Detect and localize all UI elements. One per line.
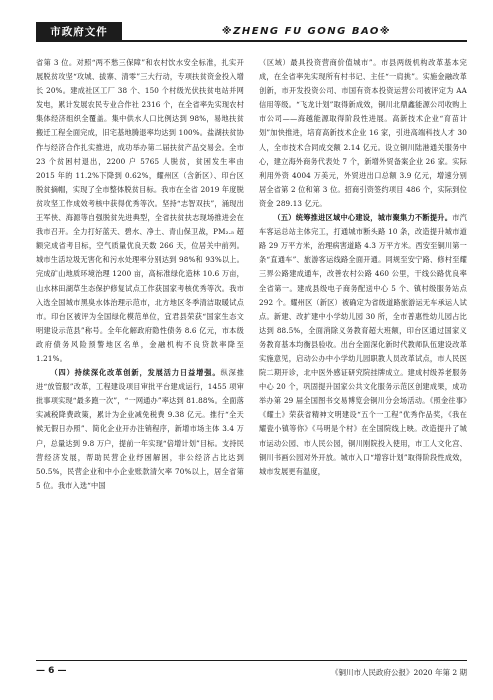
footer-rule bbox=[36, 660, 467, 661]
section-tag: 市政府文件 bbox=[36, 22, 122, 42]
article-body bbox=[36, 56, 467, 648]
publication-brand: ※ZHENG FU GONG BAO※ bbox=[221, 26, 392, 37]
page-footer bbox=[36, 660, 467, 680]
left-column bbox=[36, 56, 244, 648]
section-subhead: （五）统筹推进区域中心建设，城市聚集力不断提升。 bbox=[273, 213, 453, 223]
publication-issue: 《铜川市人民政府公报》2020 年第 2 期 bbox=[330, 668, 467, 677]
left-paragraph-1: 省第 3 位。对照“两不愁三保障”和农村饮水安全标准，扎实开展脱贫攻坚“攻城、拔寨、清零”三大行动，专项扶贫资金投入增长 20%。建成社区工厂 38 个、150 个村级光伏扶贫电站并网发电，累计发展农民专业合作社 2316 个，在全省率先实现农村集体经济组织全覆盖。集中供水人口比例达到 98%，易地扶贫搬迁工程全面完成，旧宅基地腾退率均达到 100%。盐湖扶贫协作与经济合作扎实推进，成功举办第二届扶贫产品交易会。全市 23 个贫困村退出，2200 户 5765 人脱贫，贫困发生率由 2015 年的 11.2%下降到 0.62%，耀州区（含新区）、印台区脱贫摘帽，实现了全市整体脱贫目标。我市在全省 2019 年度脱贫攻坚工作成效考核中获得优秀等次。坚持“志智双扶”，涌现出王军侠、海源等自强脱贫先进典型，全省扶贫扶志现场推进会在我市召开。全力打好蓝天、碧水、净土、青山保卫战，PM₂.₅ 超额完成省考目标，空气质量优良天数 266 天，位居关中前列。城市生活垃圾无害化和污水处理率分别达到 98%和 93%以上。完成矿山地质环境治理 1200 亩，高标准绿化造林 10.6 万亩，山水林田湖草生态保护修复试点工作获国家考核优秀等次。我市入选全国城市黑臭水体治理示范市，北方地区冬季清洁取暖试点市。印台区被评为全国绿化模范单位，宜君县荣获“国家生态文明建设示范县”称号。全年化解政府隐性债务 8.6 亿元，市本级政府债务风险预警地区名单，金融机构不良贷款率降至 1.21%。 bbox=[36, 58, 244, 363]
section-subhead: （四）持续深化改革创新，发展活力日益增强。 bbox=[50, 368, 221, 378]
page-number: — 6 — bbox=[36, 666, 67, 676]
right-paragraph-1: （区域）最具投资营商价值城市”。市县两级机构改革基本完成，在全省率先实现所有村书记、主任“一肩挑”。实施金融改革创新，市开发投资公司、市国有资本投资运营公司被评定为 AA 信用等级。“飞龙计划”取得新成效，铜川北鼎鑫能源公司收购上市公司——海越能源取得阶段性进展。高新技术企业“育苗计划”加快推进，培育高新技术企业 16 家，引进高端科技人才 30 人，全市技术合同成交额 2.14 亿元。设立铜川陆港通关服务中心，建立海外商务代表处 7 个，新增外贸备案企业 26 家。实际利用外资 4004 万美元，外贸进出口总额 3.9 亿元，增速分别居全省第 2 位和第 3 位。招商引资签约项目 486 个，实际到位资金 289.13 亿元。 bbox=[259, 58, 467, 208]
right-paragraph-2: （五）统筹推进区域中心建设，城市聚集力不断提升。市汽车客运总站主体完工，打通城市断头路 10 条，改造提升城市道路 29 万平方米，治理病害道路 4.3 万平方米。西安至铜川第一条“直通车”、旅游客运线路全面开通。同规至安宁路、修村至耀三界公路建成通车，改善农村公路 460 公里，干线公路优良率全省第一。建成县级电子商务配送中心 5 个、镇村级服务站点 292 个。耀州区（新区）被确定为省级道路旅游运无车承运人试点。新建、改扩建中小学幼儿园 30 所，全市普惠性幼儿园占比达到 88.5%，全面消除义务教育超大班额，印台区通过国家义务教育基本均衡县验收。出台全面深化新时代教师队伍建设改革实施意见，启动公办中小学幼儿园职教人员改革试点，市人民医院二期开诊，北中医外感证研究院挂牌成立。建成村级养老服务中心 20 个，巩固提升国家公共文化服务示范区创建成果，成功举办第 29 届全国图书交易博览会铜川分会场活动。《照金往事》《耀土》荣获省精神文明建设“五个一工程”优秀作品奖，《我在耀瓷小镇等你》《马明是个村》在全国院线上映。改造提升了城市运动公园、市人民公园，铜川刚院投入使用，市工人文化宫、铜川书画公园对外开放。城市入口“增容计划”取得阶段性成效，城市发展更有温度， bbox=[259, 213, 467, 476]
left-paragraph-2: （四）持续深化改革创新，发展活力日益增强。纵深推进“放管服”改革，工程建设项目审批平台建成运行，1455 项审批事项实现“最多跑一次”，“一网通办”率达到 81.88%。全面落实减税降费政策，累计为企业减免税费 9.38 亿元。推行“全天候无假日办照”、简化企业开办注销程序，新增市场主体 3.4 万户，总量达到 9.8 万户，提前一年实现“倍增计划”目标。支持民营经济发展，帮助民营企业纾困解困，非公经济占比达到 50.5%，民营企业和中小企业账款清欠率 70%以上，居全省第 5 位。我市入选“中国 bbox=[36, 368, 244, 490]
right-column bbox=[259, 56, 467, 648]
header-rule bbox=[122, 40, 467, 42]
page-header bbox=[36, 22, 467, 42]
